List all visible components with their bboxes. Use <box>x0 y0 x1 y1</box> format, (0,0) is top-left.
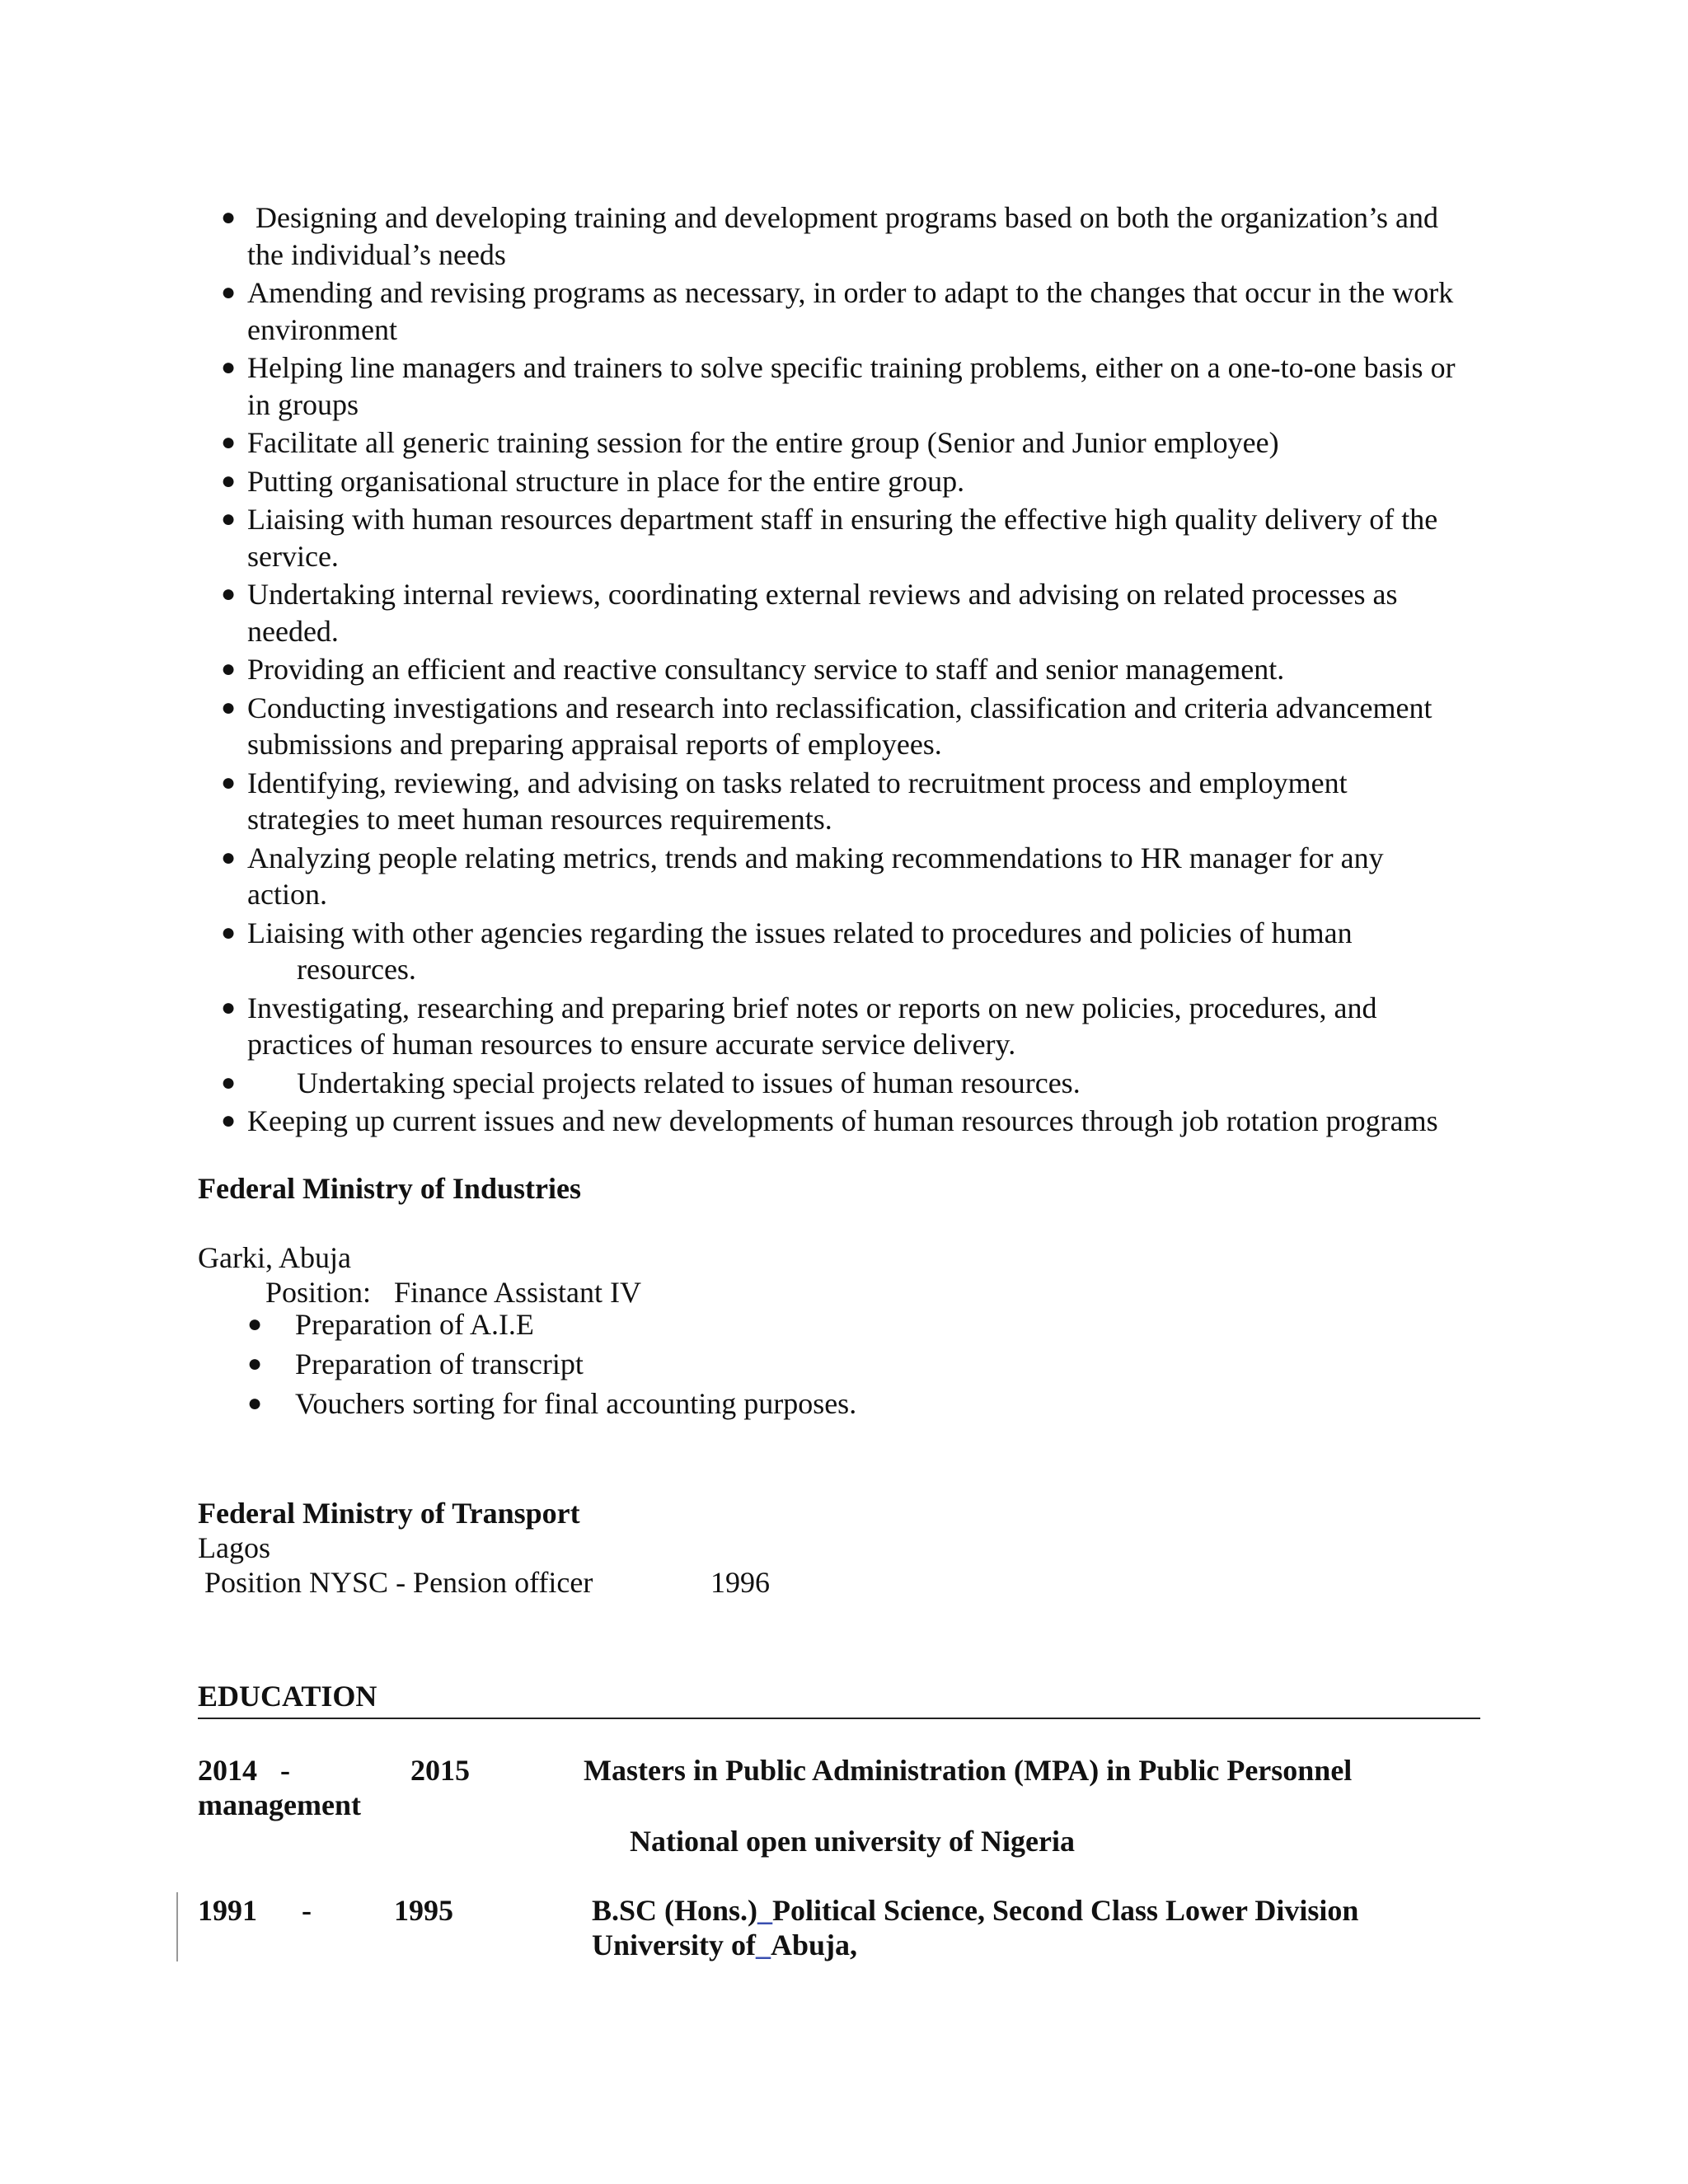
employer-name: Federal Ministry of Industries <box>198 1172 581 1205</box>
edu-start-year: 2014 <box>198 1754 257 1787</box>
section-heading: EDUCATION <box>198 1680 377 1713</box>
bullet-icon: ● <box>221 843 237 871</box>
list-item: ● Investigating, researching and preparing brief notes or reports on new policies, procedures, and practices of human resources to ensure accurate service delivery. <box>221 991 1377 1061</box>
change-bar <box>176 1892 178 1961</box>
bullet-icon: ● <box>247 1310 263 1338</box>
bullet-icon: ● <box>221 1107 237 1134</box>
edu-degree-cont: management <box>198 1788 361 1821</box>
list-item: ● Liaising with other agencies regarding the issues related to procedures and policies of human resources. <box>221 916 1353 986</box>
list-item: ● Amending and revising programs as necessary, in order to adapt to the changes that occur in the work environment <box>221 276 1454 346</box>
list-item: ● Analyzing people relating metrics, trends and making recommendations to HR manager for any action. <box>221 841 1384 911</box>
employer-location: Garki, Abuja <box>198 1241 351 1274</box>
list-item: ● Undertaking internal reviews, coordinating external reviews and advising on related processes as needed. <box>221 578 1398 648</box>
duties-list <box>196 1306 856 1425</box>
list-item: ● Putting organisational structure in place for the entire group. <box>196 463 1515 500</box>
edu-degree: B.SC (Hons.)_Political Science, Second Class Lower Division <box>592 1894 1359 1927</box>
bullet-icon: ● <box>221 693 237 721</box>
list-item: ● Undertaking special projects related to issues of human resources. <box>196 1065 1515 1102</box>
edu-end-year: 2015 <box>410 1754 470 1787</box>
list-item: ● Designing and developing training and development programs based on both the organization’s and the individual’s needs <box>221 201 1439 271</box>
list-item: ● Identifying, reviewing, and advising on tasks related to recruitment process and employment strategies to meet human resources requirements. <box>221 766 1348 836</box>
edu-start-year: 1991 <box>198 1894 257 1927</box>
list-item: ● Facilitate all generic training session for the entire group (Senior and Junior employee) <box>196 424 1515 462</box>
employer-name: Federal Ministry of Transport <box>198 1497 580 1530</box>
responsibilities-list <box>196 199 1515 1141</box>
edu-end-year: 1995 <box>394 1894 453 1927</box>
employer-location: Lagos <box>198 1531 270 1564</box>
bullet-icon: ● <box>221 918 237 946</box>
edu-dash: - <box>280 1754 290 1787</box>
bullet-icon: ● <box>221 204 237 231</box>
list-item: ● Vouchers sorting for final accounting purposes. <box>247 1387 857 1420</box>
list-item: ● Conducting investigations and research into reclassification, classification and criteria advancement submissions and preparing appraisal reports of employees. <box>221 691 1432 761</box>
bullet-icon: ● <box>221 768 237 796</box>
position-label: Position: <box>265 1276 372 1309</box>
position-value: Finance Assistant IV <box>394 1276 641 1309</box>
bullet-icon: ● <box>221 505 237 532</box>
bullet-icon: ● <box>221 655 237 682</box>
bullet-icon: ● <box>221 354 237 381</box>
list-item: ● Keeping up current issues and new developments of human resources through job rotation programs <box>196 1103 1515 1140</box>
bullet-icon: ● <box>221 429 237 456</box>
edu-degree: Masters in Public Administration (MPA) in Public Personnel <box>584 1754 1353 1787</box>
position-year: 1996 <box>710 1566 770 1599</box>
list-item: ● Preparation of A.I.E <box>247 1308 534 1341</box>
position-text: Position NYSC - Pension officer <box>204 1566 593 1599</box>
edu-dash: - <box>302 1894 312 1927</box>
list-item: ● Providing an efficient and reactive consultancy service to staff and senior management. <box>196 651 1515 688</box>
bullet-icon: ● <box>221 466 237 494</box>
bullet-icon: ● <box>247 1390 263 1417</box>
bullet-icon: ● <box>221 580 237 607</box>
list-item: ● Preparation of transcript <box>247 1347 584 1380</box>
edu-institution: National open university of Nigeria <box>630 1825 1075 1858</box>
bullet-icon: ● <box>221 1068 237 1096</box>
edu-institution: University of_Abuja, <box>592 1929 857 1961</box>
list-item: ● Liaising with human resources department staff in ensuring the effective high quality delivery of the service. <box>221 503 1438 573</box>
section-divider <box>198 1718 1480 1719</box>
bullet-icon: ● <box>247 1350 263 1377</box>
bullet-icon: ● <box>221 279 237 306</box>
bullet-icon: ● <box>221 993 237 1021</box>
list-item: ● Helping line managers and trainers to solve specific training problems, either on a one-to-one basis or in groups <box>221 351 1456 421</box>
